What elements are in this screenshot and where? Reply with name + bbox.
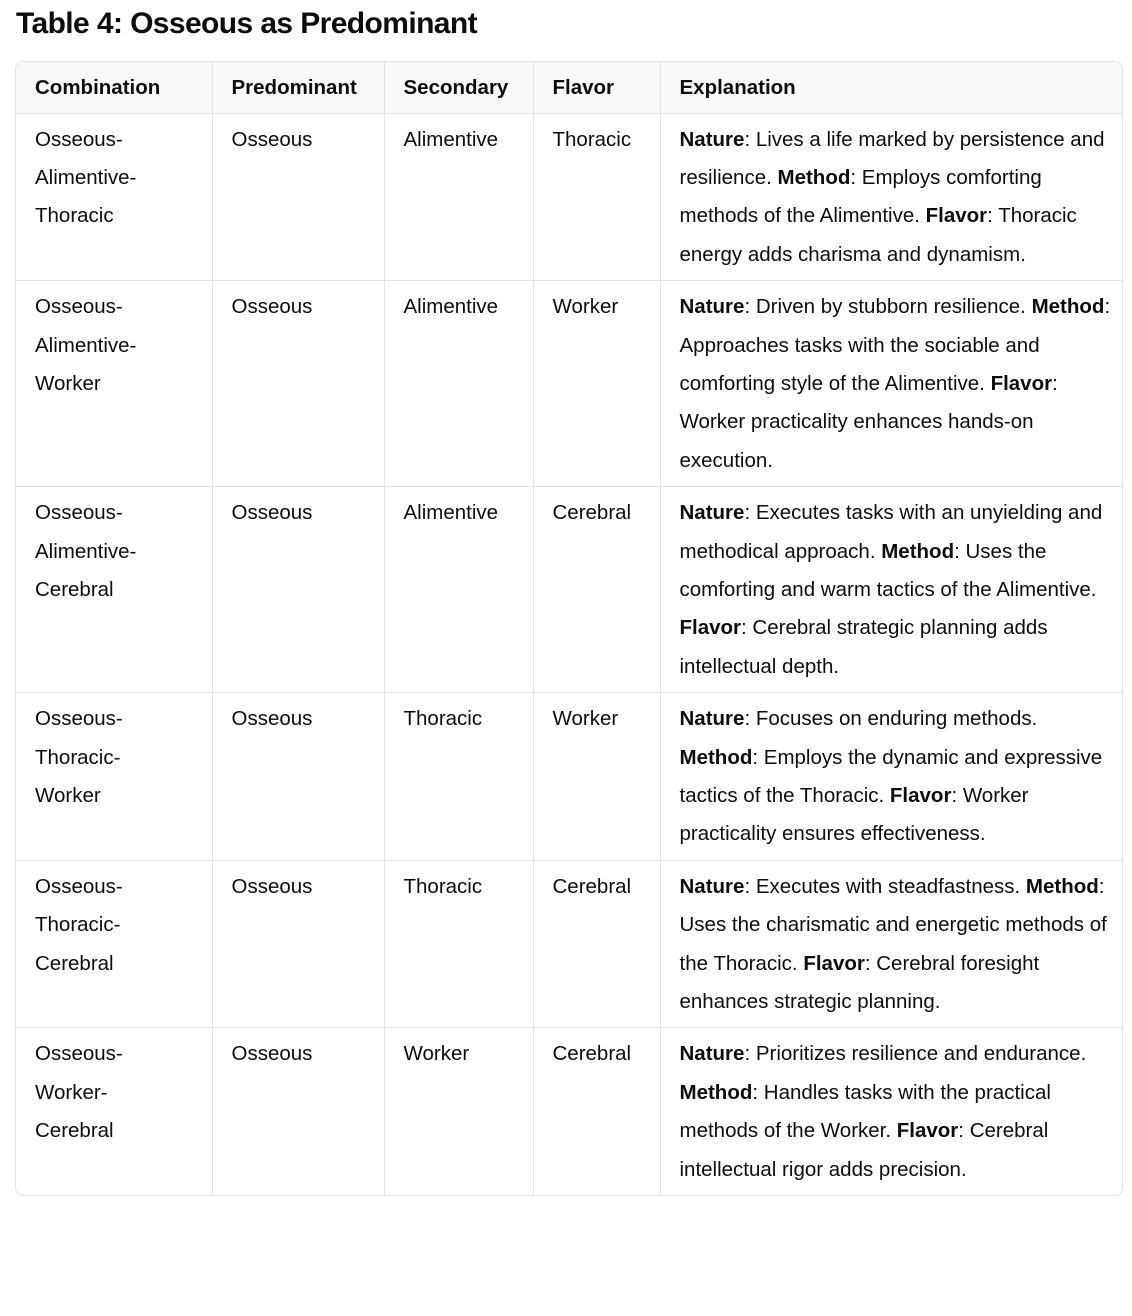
nature-text: : Lives a life marked by persistence and resilience. <box>679 127 1105 189</box>
method-text: : Uses the charismatic and energetic methods of the Thoracic. <box>679 874 1107 975</box>
combination-part: Thoracic- <box>35 745 121 769</box>
nature-label: Nature <box>679 127 745 151</box>
cell-secondary: Alimentive <box>384 281 533 487</box>
table-row <box>16 113 1122 281</box>
flavor-label: Flavor <box>896 1119 959 1143</box>
nature-text: : Driven by stubborn resilience. <box>744 295 1032 319</box>
method-label: Method <box>679 1080 753 1104</box>
table-row <box>16 693 1122 861</box>
combination-part: Cerebral <box>35 951 114 975</box>
cell-combination <box>16 693 212 861</box>
method-text: : Uses the comforting and warm tactics of the Alimentive. <box>679 539 1097 601</box>
nature-label: Nature <box>679 1042 745 1066</box>
flavor-text: : Cerebral foresight enhances strategic planning. <box>679 951 1040 1014</box>
header-combination: Combination <box>16 62 212 113</box>
nature-label: Nature <box>679 874 745 898</box>
method-label: Method <box>777 165 851 189</box>
flavor-label: Flavor <box>803 951 865 975</box>
method-label: Method <box>1025 874 1099 898</box>
flavor-text: : Worker practicality enhances hands-on execution. <box>679 371 1058 472</box>
flavor-text: : Thoracic energy adds charisma and dynamism. <box>679 204 1077 266</box>
cell-combination <box>16 860 212 1028</box>
method-text: : Handles tasks with the practical methods of the Worker. <box>679 1080 1051 1143</box>
cell-predominant: Osseous <box>212 487 384 693</box>
cell-explanation <box>660 281 1122 487</box>
nature-text: : Executes tasks with an unyielding and methodical approach. <box>679 501 1103 563</box>
flavor-label: Flavor <box>990 371 1053 395</box>
method-text: : Employs the dynamic and expressive tactics of the Thoracic. <box>679 745 1103 807</box>
table-container <box>15 61 1123 1196</box>
cell-explanation <box>660 1028 1122 1195</box>
flavor-text: : Cerebral strategic planning adds intellectual depth. <box>679 616 1048 678</box>
cell-explanation <box>660 860 1122 1028</box>
cell-predominant: Osseous <box>212 693 384 861</box>
combination-part: Osseous- <box>35 707 123 731</box>
cell-explanation <box>660 113 1122 281</box>
cell-combination <box>16 113 212 281</box>
nature-text: : Executes with steadfastness. <box>744 874 1026 898</box>
combination-part: Thoracic- <box>35 913 121 937</box>
table-header-row <box>16 62 1122 113</box>
combination-part: Osseous- <box>35 127 123 151</box>
nature-text: : Prioritizes resilience and endurance. <box>744 1042 1087 1066</box>
flavor-label: Flavor <box>925 204 988 228</box>
header-explanation: Explanation <box>660 62 1122 113</box>
combination-part: Alimentive- <box>35 539 137 563</box>
nature-label: Nature <box>679 501 745 525</box>
combination-part: Osseous- <box>35 501 123 525</box>
combination-part: Thoracic <box>35 204 114 228</box>
cell-predominant: Osseous <box>212 860 384 1028</box>
cell-secondary: Alimentive <box>384 113 533 281</box>
method-text: : Approaches tasks with the sociable and comforting style of the Alimentive. <box>679 295 1111 395</box>
nature-text: : Focuses on enduring methods. <box>744 707 1038 731</box>
nature-label: Nature <box>679 295 745 319</box>
table-title: Table 4: Osseous as Predominant <box>16 7 477 40</box>
header-secondary: Secondary <box>384 62 533 113</box>
cell-secondary: Thoracic <box>384 860 533 1028</box>
cell-flavor: Worker <box>533 281 660 487</box>
cell-combination <box>16 1028 212 1195</box>
header-flavor: Flavor <box>533 62 660 113</box>
flavor-label: Flavor <box>679 616 742 640</box>
flavor-text: : Worker practicality ensures effectiveness. <box>679 784 1029 846</box>
combination-part: Worker- <box>35 1080 108 1104</box>
combination-part: Alimentive- <box>35 333 137 357</box>
cell-flavor: Cerebral <box>533 487 660 693</box>
cell-secondary: Alimentive <box>384 487 533 693</box>
combination-part: Cerebral <box>35 1119 114 1143</box>
combinations-table <box>16 62 1122 1195</box>
cell-flavor: Thoracic <box>533 113 660 281</box>
cell-flavor: Cerebral <box>533 860 660 1028</box>
table-row <box>16 487 1122 693</box>
method-label: Method <box>679 745 753 769</box>
cell-explanation <box>660 693 1122 861</box>
table-row <box>16 860 1122 1028</box>
cell-predominant: Osseous <box>212 113 384 281</box>
cell-secondary: Thoracic <box>384 693 533 861</box>
cell-explanation <box>660 487 1122 693</box>
combination-part: Osseous- <box>35 295 123 319</box>
header-predominant: Predominant <box>212 62 384 113</box>
table-row <box>16 1028 1122 1195</box>
method-label: Method <box>1031 295 1105 319</box>
nature-label: Nature <box>679 707 745 731</box>
combination-part: Osseous- <box>35 874 123 898</box>
method-text: : Employs comforting methods of the Alimentive. <box>679 165 1042 228</box>
method-label: Method <box>881 539 955 563</box>
flavor-text: : Cerebral intellectual rigor adds precision. <box>679 1119 1049 1181</box>
combination-part: Worker <box>35 371 101 395</box>
cell-flavor: Cerebral <box>533 1028 660 1195</box>
combination-part: Alimentive- <box>35 165 137 189</box>
cell-predominant: Osseous <box>212 1028 384 1195</box>
combination-part: Worker <box>35 784 101 807</box>
cell-flavor: Worker <box>533 693 660 861</box>
flavor-label: Flavor <box>889 784 952 807</box>
combination-part: Cerebral <box>35 577 114 601</box>
cell-predominant: Osseous <box>212 281 384 487</box>
combination-part: Osseous- <box>35 1042 123 1066</box>
table-row <box>16 281 1122 487</box>
cell-secondary: Worker <box>384 1028 533 1195</box>
cell-combination <box>16 487 212 693</box>
cell-combination <box>16 281 212 487</box>
